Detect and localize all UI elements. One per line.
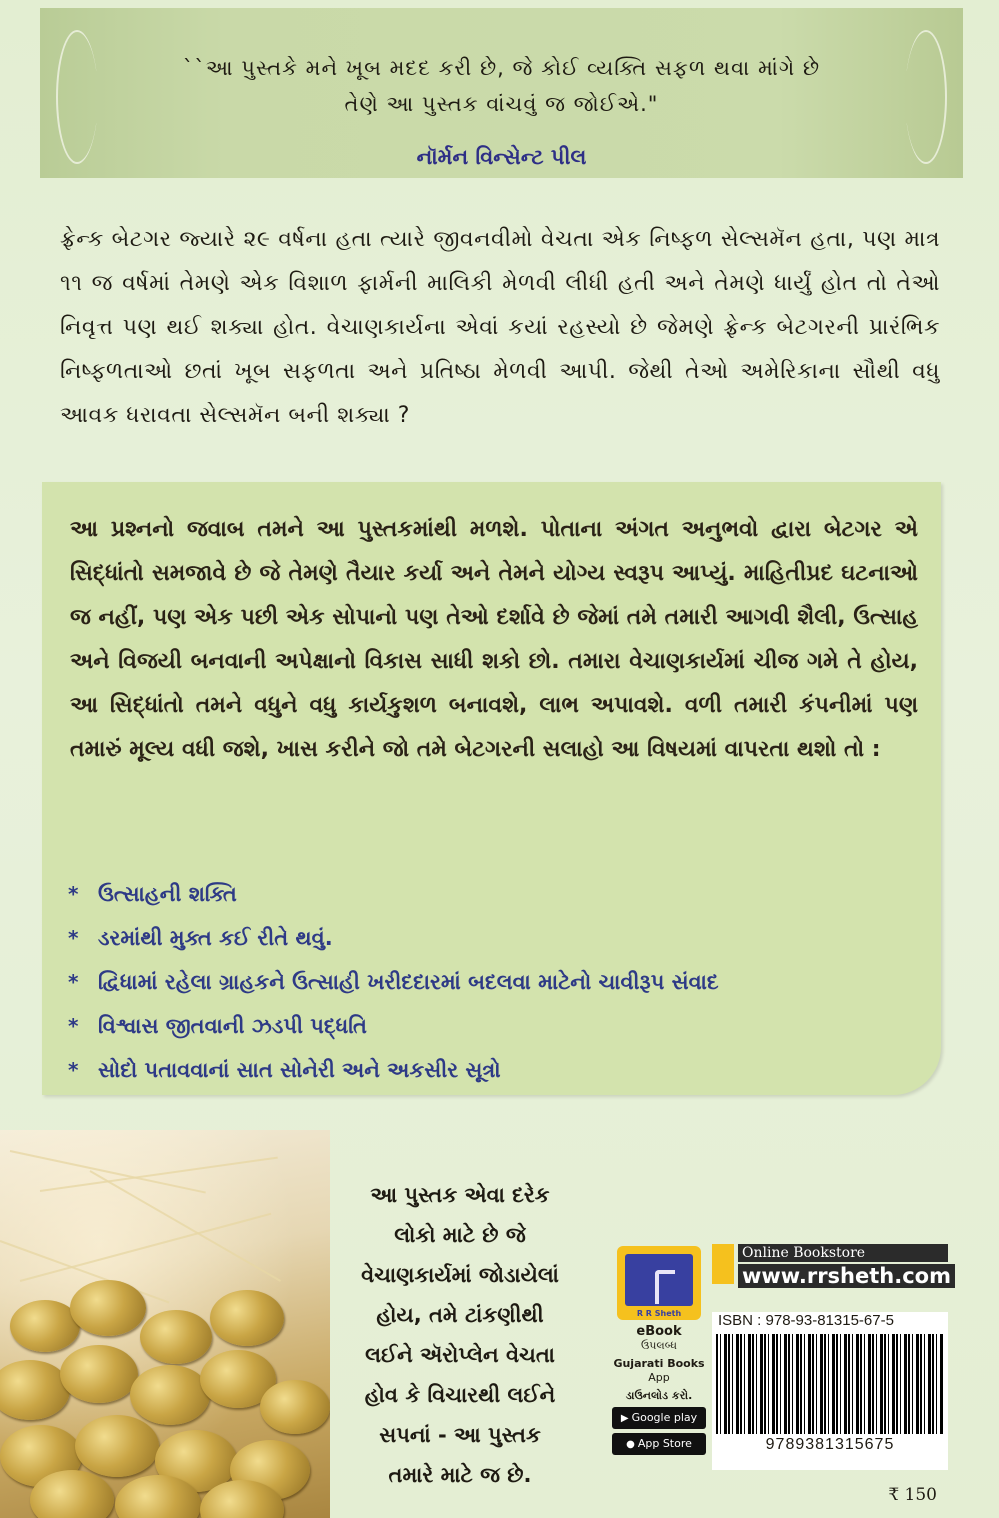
bookstore-url[interactable]: www.rrsheth.com [738,1264,955,1288]
quote-line-2: તેણે આ પુસ્તક વાંચવું જ જોઈએ." [344,92,659,116]
ebook-title: eBook [636,1324,682,1339]
bullet-item: * સોદો પતાવવાનાં સાત સોનેરી અને અકસીર સૂત્રો [68,1048,918,1092]
isbn-block [712,1312,948,1470]
bullet-item: * દ્વિધામાં રહેલા ગ્રાહકને ઉત્સાહી ખરીદદારમાં બદલવા માટેનો ચાવીરૂપ સંવાદ [68,960,918,1004]
online-bookstore [712,1244,951,1304]
bottom-blurb: આ પુસ્તક એવા દરેક લોકો માટે છે જે વેચાણકાર્યમાં જોડાયેલાં હોય, તમે ટાંકણીથી લઈને ઍરોપ્લેન વેચતા હોવ કે વિચારથી લઈને સપનાં - આ પુસ્તક તમારે માટે જ છે. [361,1183,559,1487]
barcode-number: 9789381315675 [765,1436,895,1453]
bullet-marker: * [68,882,79,906]
ebook-app-panel [608,1240,710,1458]
ornament-left [56,30,98,164]
bullet-marker: * [68,926,79,950]
intro-paragraph: ફ્રેન્ક બેટગર જ્યારે ૨૯ વર્ષના હતા ત્યારે જીવનવીમો વેચતા એક નિષ્ફળ સેલ્સમૅન હતા, પણ માત્ર ૧૧ જ વર્ષમાં તેમણે એક વિશાળ ફાર્મની માલિકી મેળવી લીધી હતી અને તેમણે ધાર્યું હોત તો તેઓ નિવૃત્ત પણ થઈ શક્યા હોત. વેચાણકાર્યના એવાં કયાં રહસ્યો છે જેમણે ફ્રેન્ક બેટગરની પ્રારંભિક નિષ્ફળતાઓ છતાં ખૂબ સફળતા અને પ્રતિષ્ઠા મેળવી આપી. જેથી તેઓ અમેરિકાના સૌથી વધુ આવક ધરાવતા સેલ્સમૅન બની શક્યા ? [60,227,940,428]
bullet-item: * ઉત્સાહની શક્તિ [68,872,918,916]
coins-image [0,1130,330,1518]
bullet-marker: * [68,1014,79,1038]
google-play-badge[interactable]: ▶ Google play [612,1407,706,1429]
quote-line-1: ``આ પુસ્તકે મને ખૂબ મદદ કરી છે, જે કોઈ વ્યક્તિ સફળ થવા માંગે છે [182,56,821,80]
app-store-badge[interactable]: ● App Store [612,1433,706,1455]
bookstore-logo-icon [712,1244,734,1284]
apple-icon: ● [626,1439,635,1450]
publisher-logo: R R Sheth [617,1246,701,1320]
highlight-panel [42,482,941,1095]
barcode [716,1334,944,1434]
price: ₹ 150 [888,1485,937,1505]
bookstore-label: Online Bookstore [738,1244,948,1262]
isbn-text: ISBN : 978-93-81315-67-5 [718,1312,894,1329]
app-name-line2: App [648,1371,670,1384]
quote-panel [40,8,963,178]
quote-author: નૉર્મન વિન્સેન્ટ પીલ [416,145,587,169]
bullet-item: * વિશ્વાસ જીતવાની ઝડપી પદ્ધતિ [68,1004,918,1048]
download-text: ડાઉનલોડ કરો. [625,1389,693,1402]
bullet-item: * ડરમાંથી મુક્ત કઈ રીતે થવું. [68,916,918,960]
ornament-right [905,30,947,164]
app-name-line1: Gujarati Books [613,1357,705,1370]
bullet-marker: * [68,1058,79,1082]
ebook-available: ઉપલબ્ધ [640,1339,678,1352]
play-icon: ▶ [620,1413,629,1424]
highlight-paragraph: આ પ્રશ્નનો જવાબ તમને આ પુસ્તકમાંથી મળશે. પોતાના અંગત અનુભવો દ્વારા બેટગર એ સિદ્ધાંતો સમજાવે છે જે તેમણે તૈયાર કર્યા અને તેમને યોગ્ય સ્વરૂપ આપ્યું. માહિતીપ્રદ ઘટનાઓ જ નહીં, પણ એક પછી એક સોપાનો પણ તેઓ દર્શાવે છે જેમાં તમે તમારી આગવી શૈલી, ઉત્સાહ અને વિજયી બનવાની અપેક્ષાનો વિકાસ સાધી શકો છો. તમારા વેચાણકાર્યમાં ચીજ ગમે તે હોય, આ સિદ્ધાંતો તમને વધુને વધુ કાર્યકુશળ બનાવશે, લાભ અપાવશે. વળી તમારી કંપનીમાં પણ તમારું મૂલ્ય વધી જશે, ખાસ કરીને જો તમે બેટગરની સલાહો આ વિષયમાં વાપરતા થશો તો : [70,517,918,762]
bullet-list [68,872,918,1092]
bullet-marker: * [68,970,79,994]
quote-text [120,50,883,122]
